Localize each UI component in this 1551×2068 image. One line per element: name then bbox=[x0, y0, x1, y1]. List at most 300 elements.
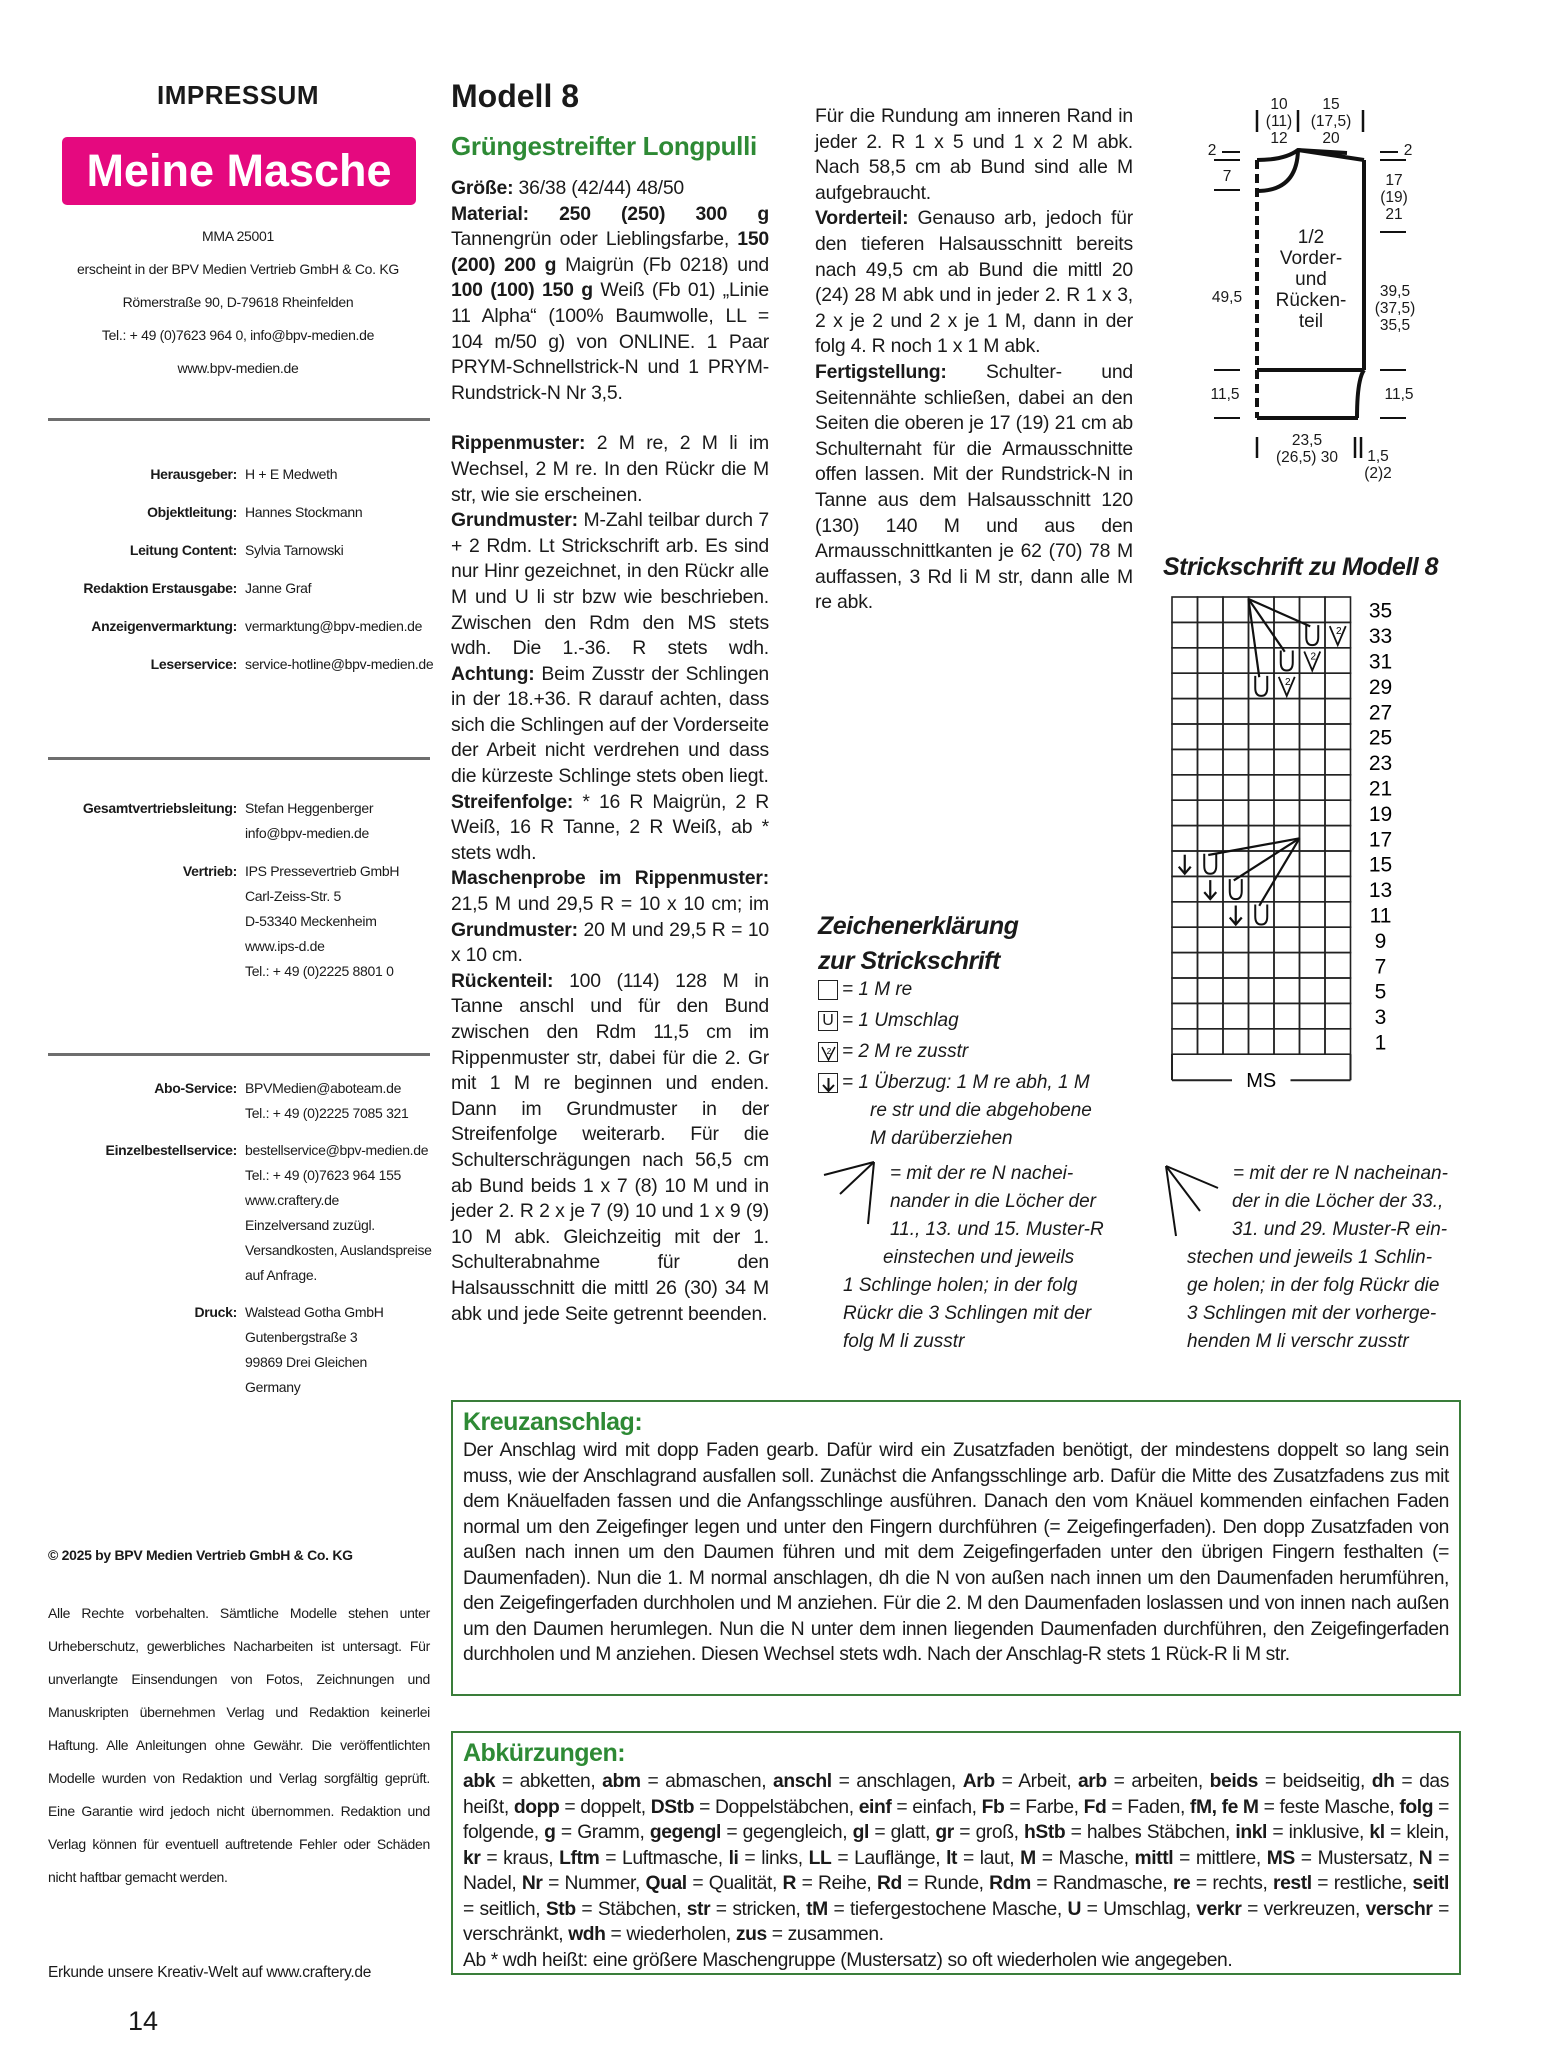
abbreviation-term: LL bbox=[808, 1847, 832, 1869]
chart-cell bbox=[1274, 1029, 1300, 1054]
chart-cell bbox=[1198, 699, 1224, 724]
abbreviation-term: g bbox=[544, 1822, 556, 1843]
abbreviation-meaning: Doppelstäbchen bbox=[714, 1796, 849, 1818]
impressum-value: D-53340 Meckenheim bbox=[245, 913, 377, 929]
chart-cell bbox=[1274, 648, 1300, 673]
dim-neck-width: 10 (11) 12 bbox=[1265, 96, 1293, 147]
chart-cell bbox=[1172, 673, 1198, 698]
chart-cell bbox=[1198, 826, 1224, 851]
abbreviation-meaning: arbeiten bbox=[1131, 1771, 1198, 1792]
abbreviation-meaning: links bbox=[761, 1847, 798, 1869]
abbreviation-term: hStb bbox=[1023, 1822, 1066, 1843]
chart-cell bbox=[1172, 902, 1198, 927]
abbreviation-term: verkr bbox=[1196, 1898, 1242, 1920]
legend-text: = 1 Umschlag bbox=[842, 1010, 959, 1031]
loop-explanation-line: stechen und jeweils 1 Schlin- bbox=[1187, 1247, 1433, 1268]
chart-cell bbox=[1172, 826, 1198, 851]
impressum-value: Janne Graf bbox=[245, 580, 312, 596]
abbreviations-list: abk = abketten, abm = abmaschen, anschl = anschlagen, Arb = Arbeit, arb = arbeiten, beids = beidseitig, dh = das heißt, dopp = doppelt, DStb = Doppelstäbchen, einf = einfach, Fb = Farbe, Fd = Faden, fM, fe M = feste Masche, folg = folgende, g = Gramm, gegengl = gegengleich, gl = glatt, gr = groß, hStb = halbes Stäbchen, inkl = inklusive, kl = klein, kr = kraus, Lftm = Luftmasche, li = links, LL = Lauflänge, lt = laut, M = Masche, mittl = mittlere, MS = Mustersatz, N = Nadel, Nr = Nummer, Qual = Qualität, R = Reihe, Rd = Runde, Rdm = Randmasche, re = rechts, restl = restliche, seitl = seitlich, Stb = Stäbchen, str = stricken, tM = tiefergestochene Masche, U = Umschlag, verkr = verkreuzen, verschr = verschränkt, wdh = wiederholen, zus = zusammen. Ab * wdh heißt: eine größere Maschengruppe (Mustersatz) so oft wiederholen wie angegeben. bbox=[463, 1771, 1450, 1971]
abbreviation-meaning: Nadel bbox=[463, 1873, 512, 1894]
impressum-value[interactable]: bestellservice@bpv-medien.de bbox=[245, 1142, 429, 1158]
chart-cell bbox=[1300, 902, 1326, 927]
chart-cell bbox=[1198, 978, 1224, 1003]
abbreviation-meaning: groß bbox=[975, 1822, 1014, 1843]
chart-cell bbox=[1325, 851, 1351, 876]
abbreviation-term: N bbox=[1418, 1847, 1433, 1869]
chart-cell bbox=[1300, 851, 1326, 876]
abbreviation-term: M bbox=[1020, 1847, 1036, 1869]
yarn-over-symbol bbox=[1204, 854, 1216, 874]
abbreviation-term: inkl bbox=[1235, 1822, 1267, 1843]
chart-cell bbox=[1223, 673, 1249, 698]
legend-text: = 1 M re bbox=[842, 979, 913, 1000]
separator bbox=[48, 757, 430, 760]
chart-cell bbox=[1198, 749, 1224, 774]
instruction-paragraph bbox=[451, 508, 769, 790]
abbreviation-meaning: Nummer bbox=[564, 1873, 635, 1894]
abbreviations-box bbox=[451, 1731, 1461, 1975]
abbreviation-meaning: gegengleich bbox=[742, 1822, 843, 1843]
chart-title: Strickschrift zu Modell 8 bbox=[1163, 553, 1439, 581]
row-label: 29 bbox=[1368, 675, 1393, 699]
abbreviation-meaning: Runde bbox=[923, 1873, 979, 1894]
yarn-over-symbol bbox=[1255, 676, 1267, 696]
chart-cell bbox=[1325, 597, 1351, 622]
chart-cell bbox=[1300, 749, 1326, 774]
chart-cell bbox=[1223, 1003, 1249, 1028]
loop-explanation-line: der in die Löcher der 33., bbox=[1232, 1191, 1444, 1212]
instructions-column-1 bbox=[451, 176, 769, 1327]
abbreviation-term: U bbox=[1067, 1898, 1082, 1920]
chart-cell bbox=[1249, 902, 1275, 927]
impressum-value: H + E Medweth bbox=[245, 466, 338, 482]
row-label: 25 bbox=[1368, 726, 1393, 750]
publisher-contact: Tel.: + 49 (0)7623 964 0, info@bpv-medien.de bbox=[101, 327, 375, 343]
instruction-text: Genauso arb, jedoch für den tieferen Halsausschnitt bereits nach 49,5 cm ab Bund die mittl 20 (24) 28 M abk und in jeder 2. R 1 x 3, 2 x je 2 und 2 x je 1 M, dann in der folg 4. R noch 1 x 1 M abk. bbox=[815, 207, 1133, 358]
impressum-value: Tel.: + 49 (0)2225 7085 321 bbox=[245, 1105, 409, 1121]
chart-cell bbox=[1223, 597, 1249, 622]
chart-cell bbox=[1223, 953, 1249, 978]
impressum-value: Sylvia Tarnowski bbox=[245, 542, 344, 558]
loop-explanation-line: = mit der re N nacheinan- bbox=[1233, 1163, 1448, 1184]
k2tog-number: 2 bbox=[1284, 676, 1291, 688]
instruction-text: * 16 R Maigrün, 2 R Weiß, 16 R Tanne, 2 R Weiß, ab * stets wdh. bbox=[451, 790, 769, 864]
abbreviation-meaning: das heißt bbox=[463, 1771, 1449, 1818]
chart-cell bbox=[1274, 1003, 1300, 1028]
abbreviation-term: folg bbox=[1399, 1796, 1434, 1818]
row-label: 19 bbox=[1368, 802, 1393, 826]
chart-cell bbox=[1249, 953, 1275, 978]
chart-cell bbox=[1249, 673, 1275, 698]
impressum-row bbox=[48, 616, 430, 636]
chart-cell bbox=[1223, 927, 1249, 952]
abbreviation-meaning: anschlagen bbox=[856, 1771, 951, 1792]
abbreviation-term: kr bbox=[463, 1847, 481, 1869]
kreuzanschlag-title: Kreuzanschlag: bbox=[463, 1408, 643, 1436]
legend-item bbox=[818, 976, 1138, 1004]
abbreviation-meaning: kraus bbox=[503, 1847, 549, 1869]
legend-text: = 1 Überzug: 1 M re abh, 1 M bbox=[842, 1072, 1090, 1093]
abbreviation-term: lt bbox=[946, 1847, 958, 1869]
chart-cell bbox=[1325, 648, 1351, 673]
chart-cell bbox=[1172, 927, 1198, 952]
abbreviation-term: re bbox=[1172, 1873, 1191, 1894]
legend-text: = 2 M re zusstr bbox=[842, 1041, 969, 1062]
instructions-column-2 bbox=[815, 104, 1133, 616]
knit-stitch-icon bbox=[818, 980, 838, 1000]
chart-cell bbox=[1172, 1003, 1198, 1028]
abbreviation-footer: Ab * wdh heißt: eine größere Maschengruppe (Mustersatz) so oft wiederholen wie angegeben. bbox=[463, 1949, 1233, 1971]
chart-cell bbox=[1172, 1029, 1198, 1054]
yarn-over-symbol bbox=[1230, 879, 1242, 899]
instruction-heading: Rippenmuster: bbox=[451, 432, 586, 455]
abbreviation-meaning: seitlich bbox=[479, 1898, 536, 1920]
chart-cell bbox=[1274, 927, 1300, 952]
impressum-row bbox=[48, 1377, 430, 1397]
instruction-paragraph bbox=[451, 431, 769, 508]
chart-cell bbox=[1198, 597, 1224, 622]
chart-cell bbox=[1300, 597, 1326, 622]
abbreviation-meaning: Gramm bbox=[577, 1822, 640, 1843]
impressum-row bbox=[48, 886, 430, 906]
craftery-link[interactable]: Erkunde unsere Kreativ-Welt auf www.craftery.de bbox=[48, 1964, 372, 1981]
chart-cell bbox=[1300, 775, 1326, 800]
yarn-over-symbol bbox=[1255, 905, 1267, 925]
instruction-heading: Vorderteil: bbox=[815, 207, 909, 230]
impressum-label: Vertrieb: bbox=[182, 863, 237, 879]
chart-cell bbox=[1172, 622, 1198, 647]
chart-cell bbox=[1223, 622, 1249, 647]
chart-cell bbox=[1198, 800, 1224, 825]
abbreviation-term: tM bbox=[806, 1898, 828, 1920]
row-label: 5 bbox=[1374, 980, 1387, 1004]
abbreviation-meaning: Mustersatz bbox=[1317, 1847, 1408, 1869]
k2tog-icon bbox=[818, 1042, 838, 1062]
instruction-heading: 100 (100) 150 g bbox=[451, 279, 593, 302]
abbreviation-term: Lftm bbox=[559, 1847, 600, 1869]
impressum-value: Germany bbox=[245, 1379, 301, 1395]
row-label: 27 bbox=[1368, 701, 1393, 725]
chart-cell bbox=[1325, 775, 1351, 800]
abbreviation-term: abm bbox=[602, 1771, 641, 1792]
neckline-curve bbox=[1257, 150, 1298, 191]
chart-cell bbox=[1198, 902, 1224, 927]
impressum-value: Stefan Heggenberger bbox=[245, 800, 374, 816]
chart-cell bbox=[1274, 800, 1300, 825]
legend-title: Zeichenerklärung zur Strickschrift bbox=[818, 912, 1019, 975]
instruction-text: 21,5 M und 29,5 R = 10 x 10 cm; im bbox=[451, 893, 769, 916]
impressum-row bbox=[48, 578, 430, 598]
impressum-value: Versandkosten, Auslandspreise bbox=[245, 1242, 432, 1258]
instruction-text: 20 M und 29,5 R = 10 x 10 cm. bbox=[451, 918, 769, 967]
loop-explanation-line: 11., 13. und 15. Muster-R bbox=[890, 1219, 1104, 1240]
abbreviation-meaning: zusammen bbox=[787, 1924, 879, 1945]
abbreviation-term: wdh bbox=[568, 1924, 606, 1945]
loop-line bbox=[1259, 838, 1299, 906]
abbreviation-meaning: Reihe bbox=[818, 1873, 867, 1894]
chart-cell bbox=[1198, 1029, 1224, 1054]
instruction-paragraph bbox=[451, 202, 769, 407]
chart-cell bbox=[1274, 622, 1300, 647]
model-subtitle: Grüngestreifter Longpulli bbox=[451, 131, 757, 161]
abbreviation-meaning: rechts bbox=[1212, 1873, 1263, 1894]
abbreviation-meaning: Masche bbox=[1058, 1847, 1124, 1869]
separator bbox=[48, 418, 430, 421]
chart-cell bbox=[1274, 902, 1300, 927]
loop-explanation-line: 1 Schlinge holen; in der folg bbox=[843, 1275, 1078, 1296]
knitting-chart bbox=[1160, 590, 1410, 1100]
impressum-row bbox=[48, 936, 430, 956]
legend-text-continued: M darüberziehen bbox=[870, 1128, 1013, 1149]
instruction-heading: Größe: bbox=[451, 177, 514, 199]
disclaimer: Alle Rechte vorbehalten. Sämtliche Modelle stehen unter Urheberschutz, gewerbliches Nacharbeiten ist untersagt. Für unverlangte Einsendungen von Fotos, Zeichnungen und Manuskripten übernehmen Verlag und Redaktion keinerlei Haftung. Alle Anleitungen ohne Gewähr. Die veröffentlichten Modelle wurden von Redaktion und Verlag sorgfältig geprüft. Eine Garantie wird jedoch nicht übernommen. Redaktion und Verlag können für eventuell auftretende Fehler oder Schäden nicht haftbar gemacht werden. bbox=[48, 1605, 430, 1885]
instruction-paragraph bbox=[815, 206, 1133, 360]
impressum-label: Einzelbestellservice: bbox=[105, 1142, 237, 1158]
loop-explanation-line: Rückr die 3 Schlingen mit der bbox=[843, 1303, 1092, 1324]
loop-explanation-line: folg M li zusstr bbox=[843, 1331, 965, 1352]
chart-cell bbox=[1198, 648, 1224, 673]
row-label: 1 bbox=[1374, 1031, 1387, 1055]
row-label: 3 bbox=[1374, 1006, 1387, 1030]
chart-cell bbox=[1223, 648, 1249, 673]
abbreviation-term: mittl bbox=[1134, 1847, 1174, 1869]
legend-text-continued: re str und die abgehobene bbox=[870, 1100, 1092, 1121]
chart-cell bbox=[1274, 597, 1300, 622]
abbreviation-meaning: abketten bbox=[519, 1771, 591, 1792]
chart-cell bbox=[1325, 1003, 1351, 1028]
row-label: 21 bbox=[1368, 777, 1393, 801]
abbreviation-term: gr bbox=[935, 1822, 954, 1843]
abbreviation-term: beids bbox=[1209, 1771, 1258, 1792]
chart-cell bbox=[1274, 953, 1300, 978]
instruction-paragraph bbox=[451, 790, 769, 867]
chart-cell bbox=[1325, 673, 1351, 698]
chart-cell bbox=[1198, 622, 1224, 647]
impressum-value: Hannes Stockmann bbox=[245, 504, 363, 520]
instruction-text: Schulter- und Seitennähte schließen, dabei an den Seiten die oberen je 17 (19) 21 cm ab Schulternaht für die Armausschnitte offen lassen. Mit der Rundstrick-N in Tanne aus dem Halsausschnitt 120 (130) 140 M und aus den Armausschnittkanten je 62 (70) 78 M auffassen, 3 Rd li M str, dann alle M re abk. bbox=[815, 360, 1133, 614]
chart-cell bbox=[1198, 673, 1224, 698]
impressum-row bbox=[48, 540, 430, 560]
abbreviation-meaning: einfach bbox=[912, 1796, 972, 1818]
impressum-title: IMPRESSUM bbox=[157, 80, 319, 110]
chart-cell bbox=[1249, 800, 1275, 825]
chart-cell bbox=[1325, 749, 1351, 774]
instruction-paragraph bbox=[451, 176, 769, 202]
impressum-row bbox=[48, 1190, 430, 1210]
abbreviation-term: dh bbox=[1371, 1771, 1395, 1792]
abbreviation-meaning: halbes Stäbchen bbox=[1086, 1822, 1226, 1843]
instruction-text: Beim Zusstr der Schlingen in der 18.+36. R darauf achten, dass sich die Schlingen auf der Vorderseite der Arbeit nicht verdrehen und dass die kürzeste Schlinge stets oben liegt. bbox=[451, 662, 769, 788]
impressum-row bbox=[48, 654, 434, 674]
chart-cell bbox=[1172, 699, 1198, 724]
chart-cell bbox=[1172, 775, 1198, 800]
impressum-value[interactable]: service-hotline@bpv-medien.de bbox=[245, 656, 434, 672]
loop-explanation-line: nander in die Löcher der bbox=[890, 1191, 1096, 1212]
chart-cell bbox=[1172, 876, 1198, 901]
abbreviation-term: DStb bbox=[650, 1796, 695, 1818]
impressum-value: Carl-Zeiss-Str. 5 bbox=[245, 888, 342, 904]
rib-side bbox=[1357, 370, 1364, 418]
yarn-over-symbol bbox=[1281, 651, 1293, 671]
impressum-label: Redaktion Erstausgabe: bbox=[83, 580, 237, 596]
chart-cell bbox=[1249, 724, 1275, 749]
abbreviation-meaning: doppelt bbox=[580, 1796, 641, 1818]
abbreviation-term: restl bbox=[1272, 1873, 1312, 1894]
instruction-heading: Maschenprobe im Rippenmuster: bbox=[451, 867, 769, 890]
abbreviation-term: MS bbox=[1266, 1847, 1295, 1869]
row-label: 31 bbox=[1368, 650, 1393, 674]
abbreviation-meaning: mittlere bbox=[1195, 1847, 1256, 1869]
instruction-heading: Achtung: bbox=[451, 662, 535, 685]
abbreviations-title: Abkürzungen: bbox=[463, 1739, 626, 1767]
impressum-row bbox=[48, 1302, 430, 1322]
impressum-value[interactable]: BPVMedien@aboteam.de bbox=[245, 1080, 402, 1096]
impressum-label: Druck: bbox=[194, 1304, 237, 1320]
abbreviation-term: str bbox=[686, 1898, 711, 1920]
chart-cell bbox=[1249, 749, 1275, 774]
chart-cell bbox=[1249, 1029, 1275, 1054]
impressum-value[interactable]: vermarktung@bpv-medien.de bbox=[245, 618, 423, 634]
chart-cell bbox=[1325, 724, 1351, 749]
impressum-value: Tel.: + 49 (0)7623 964 155 bbox=[245, 1167, 402, 1183]
chart-cell bbox=[1223, 826, 1249, 851]
impressum-row bbox=[48, 823, 430, 843]
publisher-address: Römerstraße 90, D-79618 Rheinfelden bbox=[122, 294, 354, 310]
chart-cell bbox=[1172, 597, 1198, 622]
chart-cell bbox=[1300, 1029, 1326, 1054]
dim-left-top: 2 bbox=[1207, 142, 1217, 159]
abbreviation-meaning: Stäbchen bbox=[597, 1898, 677, 1920]
chart-cell bbox=[1274, 724, 1300, 749]
row-label: 33 bbox=[1368, 625, 1393, 649]
impressum-row bbox=[48, 1240, 430, 1260]
instruction-text: Maigrün (Fb 0218) und bbox=[556, 253, 769, 276]
chart-cell bbox=[1172, 648, 1198, 673]
abbreviation-term: fM, fe M bbox=[1189, 1796, 1259, 1818]
chart-cell bbox=[1172, 800, 1198, 825]
chart-cell bbox=[1325, 927, 1351, 952]
abbreviation-term: Qual bbox=[645, 1873, 687, 1894]
legend-item bbox=[818, 1038, 1138, 1066]
row-label: 35 bbox=[1368, 599, 1393, 623]
impressum-label: Anzeigenvermarktung: bbox=[91, 618, 237, 634]
impressum-row bbox=[48, 798, 430, 818]
chart-cell bbox=[1172, 953, 1198, 978]
abbreviation-meaning: Randmasche bbox=[1052, 1873, 1163, 1894]
impressum-value: Gutenbergstraße 3 bbox=[245, 1329, 358, 1345]
impressum-row bbox=[48, 1352, 430, 1372]
abbreviation-term: Fd bbox=[1083, 1796, 1107, 1818]
chart-cell bbox=[1172, 749, 1198, 774]
dim-bottom-side: 1,5 (2)2 bbox=[1364, 448, 1392, 482]
impressum-label: Gesamtvertriebsleitung: bbox=[82, 800, 237, 816]
impressum-value[interactable]: info@bpv-medien.de bbox=[245, 825, 369, 841]
row-label: 23 bbox=[1368, 752, 1393, 776]
row-label: 11 bbox=[1369, 904, 1392, 928]
abbreviation-meaning: inklusive bbox=[1288, 1822, 1360, 1843]
abbreviation-meaning: restliche bbox=[1333, 1873, 1402, 1894]
impressum-row bbox=[48, 1103, 430, 1123]
kreuzanschlag-box bbox=[451, 1400, 1461, 1696]
instruction-paragraph bbox=[815, 360, 1133, 616]
abbreviation-term: verschr bbox=[1365, 1898, 1433, 1920]
chart-cell bbox=[1300, 673, 1326, 698]
loop-explanation-line: 3 Schlingen mit der vorherge- bbox=[1187, 1303, 1437, 1324]
impressum-row bbox=[48, 1078, 430, 1098]
impressum-row bbox=[48, 911, 430, 931]
chart-cell bbox=[1274, 876, 1300, 901]
loop-explanation-line: 31. und 29. Muster-R ein- bbox=[1232, 1219, 1448, 1240]
instruction-text: 100 (114) 128 M in Tanne anschl und für den Bund zwischen den Rdm 11,5 cm im Rippenmuster str, dabei für die 2. Gr mit 1 M re beginnen und enden. Dann im Grundmuster in der Streifenfolge weiterarb. Für die Schulterschrägungen nach 56,5 cm ab Bund beids 1 x 7 (8) 10 M und in jeder 2. R 2 x je 7 (9) 10 und 1 x 9 (9) 10 M abk. Gleichzeitig mit der 1. Schulterabnahme für den Halsausschnitt die mittl 26 (30) 34 M abk und jede Seite getrennt beenden. bbox=[451, 969, 769, 1325]
abbreviation-meaning: folgende bbox=[463, 1822, 534, 1843]
instruction-heading: Grundmuster: bbox=[451, 918, 578, 941]
garment-schematic bbox=[1200, 90, 1440, 530]
chart-cell bbox=[1325, 699, 1351, 724]
instruction-text: Tannengrün oder Lieblingsfarbe, bbox=[451, 228, 738, 251]
instruction-heading: Streifenfolge: bbox=[451, 790, 574, 813]
chart-cell bbox=[1325, 876, 1351, 901]
abbreviation-meaning: feste Masche bbox=[1279, 1796, 1390, 1818]
instruction-heading: 150 (200) 200 g bbox=[451, 228, 769, 276]
chart-cell bbox=[1249, 978, 1275, 1003]
legend-item bbox=[818, 1069, 1138, 1097]
abbreviation-meaning: beidseitig bbox=[1282, 1771, 1360, 1792]
abbreviation-term: einf bbox=[858, 1796, 892, 1818]
loop-symbol-icon bbox=[1160, 1162, 1220, 1242]
impressum-row bbox=[48, 464, 430, 484]
dim-right-top: 2 bbox=[1403, 142, 1413, 159]
instruction-paragraph bbox=[451, 866, 769, 968]
chart-cell bbox=[1274, 699, 1300, 724]
instruction-heading: Material: 250 (250) 300 g bbox=[451, 202, 769, 225]
impressum-label: Leitung Content: bbox=[129, 542, 237, 558]
chart-cell bbox=[1274, 775, 1300, 800]
instruction-paragraph bbox=[451, 969, 769, 1327]
dim-rib-left: 11,5 bbox=[1210, 386, 1240, 403]
chart-cell bbox=[1223, 800, 1249, 825]
abbreviation-meaning: Lauflänge bbox=[854, 1847, 936, 1869]
impressum-row bbox=[48, 1140, 430, 1160]
publisher-website[interactable]: www.bpv-medien.de bbox=[177, 360, 299, 376]
dim-neck-depth: 7 bbox=[1222, 168, 1232, 185]
brand-logo: Meine Masche bbox=[62, 137, 416, 205]
chart-cell bbox=[1198, 1003, 1224, 1028]
chart-cell bbox=[1198, 927, 1224, 952]
abbreviation-meaning: laut bbox=[979, 1847, 1010, 1869]
impressum-value[interactable]: www.craftery.de bbox=[245, 1192, 340, 1208]
instruction-text: M-Zahl teilbar durch 7 + 2 Rdm. Lt Strickschrift arb. Es sind nur Hinr gezeichnet, in den Rückr alle M und U li str bzw wie beschrieben. Zwischen den Rdm den MS stets wdh. Die 1.-36. R stets wdh. bbox=[451, 509, 769, 660]
impressum-value: IPS Pressevertrieb GmbH bbox=[245, 863, 400, 879]
chart-cell bbox=[1300, 953, 1326, 978]
abbreviation-meaning: Farbe bbox=[1025, 1796, 1074, 1818]
abbreviation-term: Arb bbox=[962, 1771, 995, 1792]
chart-cell bbox=[1274, 749, 1300, 774]
abbreviation-term: Nr bbox=[521, 1873, 543, 1894]
publisher-line: erscheint in der BPV Medien Vertrieb GmbH & Co. KG bbox=[77, 261, 399, 277]
row-label: 17 bbox=[1368, 828, 1393, 852]
impressum-value[interactable]: www.ips-d.de bbox=[245, 938, 325, 954]
model-title: Modell 8 bbox=[451, 78, 580, 114]
impressum-row bbox=[48, 961, 430, 981]
chart-cell bbox=[1249, 699, 1275, 724]
chart-cell bbox=[1198, 953, 1224, 978]
impressum-value: 99869 Drei Gleichen bbox=[245, 1354, 367, 1370]
impressum-row bbox=[48, 502, 430, 522]
yarn-over-icon: U bbox=[818, 1011, 838, 1031]
chart-cell bbox=[1325, 826, 1351, 851]
chart-cell bbox=[1223, 775, 1249, 800]
loop-explanation-line: ge holen; in der folg Rückr die bbox=[1187, 1275, 1440, 1296]
